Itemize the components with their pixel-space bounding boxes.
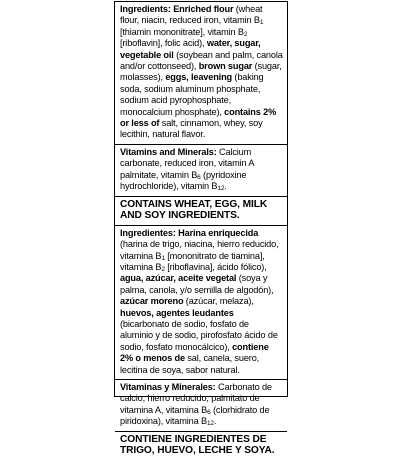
english-allergen-statement: CONTAINS WHEAT, EGG, MILK AND SOY INGREDIENTS. xyxy=(120,198,268,222)
ingredient-bold: huevos, agentes leudantes xyxy=(120,307,234,318)
subscript: 6 xyxy=(197,173,201,181)
vitamin-text: . xyxy=(213,416,217,427)
english-ingredients xyxy=(120,4,283,144)
ingredient-bold: contains 2% or less of xyxy=(120,106,277,129)
ingredient-bold: azúcar moreno xyxy=(120,296,184,307)
spanish-allergen-statement: CONTIENE INGREDIENTES DE TRIGO, HUEVO, LECHE Y SOYA. xyxy=(120,433,275,457)
ingredient-text: salt, cinnamon, whey, soy lecithin, natural flavor. xyxy=(120,118,263,140)
ingredients-heading: Ingredients: xyxy=(120,4,171,14)
enriched-flour: Enriched flour xyxy=(173,4,234,14)
ingredient-text: (sugar, molasses), xyxy=(120,61,282,83)
ingredient-text: [mononitrato de tiamina], vitamina B xyxy=(120,250,265,272)
ingredient-text: (soya y palma, canola, y/o semilla de algodón), xyxy=(120,273,274,295)
divider xyxy=(115,196,287,197)
divider xyxy=(115,431,287,432)
subscript: 6 xyxy=(207,408,211,416)
vitamin-text: Carbonato de calcio, hierro reducido, palmitato de vitamina A, vitamina B xyxy=(120,381,272,415)
spanish-vitamins xyxy=(120,382,283,431)
ingredient-bold: agua, azúcar, aceite vegetal xyxy=(120,273,237,284)
ingredient-text: (harina de trigo, niacina, hierro reducido, vitamina B xyxy=(120,239,279,261)
ingredients-label-panel xyxy=(114,1,288,457)
english-vitamins xyxy=(120,147,283,196)
ingredient-text: (wheat flour, niacin, reduced iron, vitamin B xyxy=(120,4,263,26)
vitamin-text: Calcium carbonate, reduced iron, vitamin A palmitate, vitamin B xyxy=(120,146,254,180)
divider xyxy=(115,144,287,145)
ingredient-text: sal, canela, suero, lecitina de soya, sabor natural. xyxy=(120,353,260,375)
ingredient-text: (baking soda, sodium aluminum phosphate, sodium acid pyrophosphate, monocalcium phosphate), xyxy=(120,72,264,117)
ingredient-bold: Harina enriquecida xyxy=(178,227,259,238)
ingredient-text: (bicarbonato de sodio, fosfato de aluminio y de sodio, pirofosfato ácido de sodio, fosfato monocálcico), xyxy=(120,318,278,352)
subscript: 12 xyxy=(217,185,225,193)
vitamin-text: (pyridoxine hydrochloride), vitamin B xyxy=(120,169,247,192)
ingredient-bold: water, sugar, vegetable oil xyxy=(120,38,261,60)
ingredientes-heading: Ingredientes: xyxy=(120,227,176,238)
subscript: 1 xyxy=(259,19,264,27)
ingredient-text: [thiamin mononitrate], vitamin B xyxy=(120,26,244,37)
subscript: 2 xyxy=(243,30,248,38)
divider xyxy=(115,225,287,226)
ingredient-text: [riboflavina], ácido fólico), xyxy=(164,261,267,272)
vitamin-text: . xyxy=(224,181,227,192)
ingredient-bold: contiene 2% o menos de xyxy=(120,341,269,364)
ingredient-bold: brown sugar xyxy=(198,61,253,72)
subscript: 12 xyxy=(206,420,214,428)
subscript: 1 xyxy=(161,254,165,262)
divider xyxy=(115,379,287,380)
spanish-ingredients xyxy=(120,228,283,379)
ingredient-text: (soybean and palm, canola and/or cottonseed), xyxy=(120,49,283,72)
ingredient-text: [riboflavin], folic acid), xyxy=(120,38,207,49)
vitamins-heading: Vitamins and Minerals: xyxy=(120,146,217,157)
subscript: 2 xyxy=(161,265,165,273)
vitaminas-heading: Vitaminas y Minerales: xyxy=(120,381,216,392)
vitamin-text: (clorhidrato de piridoxina), vitamina B xyxy=(120,404,270,427)
ingredient-text: (azúcar, melaza), xyxy=(183,296,254,307)
ingredient-bold: eggs, leavening xyxy=(165,72,233,83)
